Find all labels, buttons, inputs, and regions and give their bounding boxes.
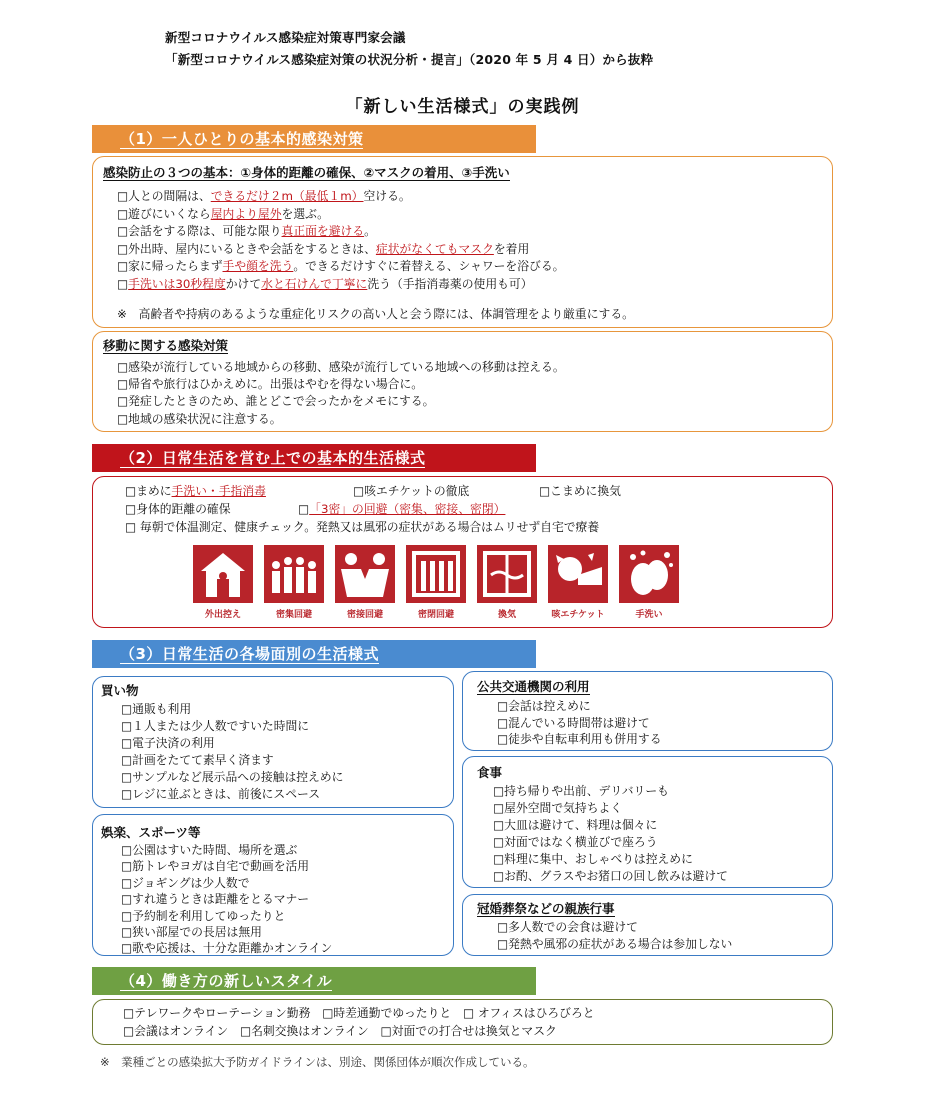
close-contact-icon: 密接回避 bbox=[335, 545, 395, 620]
list-item: □発熱や風邪の症状がある場合は参加しない bbox=[497, 937, 733, 951]
pictogram-row bbox=[193, 545, 679, 620]
list-item: □地域の感染状況に注意する。 bbox=[117, 411, 282, 426]
list-item: □混んでいる時間帯は避けて bbox=[497, 715, 650, 730]
list-item: □手洗いは30秒程度かけて水と石けんで丁寧に洗う（手指消毒薬の使用も可） bbox=[117, 276, 533, 291]
section4-bar: （4）働き方の新しいスタイル bbox=[92, 967, 536, 995]
list-item: □大皿は避けて、料理は個々に bbox=[493, 818, 658, 832]
list-item: □レジに並ぶときは、前後にスペース bbox=[121, 787, 321, 801]
ventilation-icon: 換気 bbox=[477, 545, 537, 620]
house-icon: 外出控え bbox=[193, 545, 253, 620]
list-item: □料理に集中、おしゃべりは控えめに bbox=[493, 852, 693, 866]
ceremonies-list bbox=[497, 919, 732, 953]
shopping-heading: 買い物 bbox=[101, 683, 139, 698]
work-style-box bbox=[92, 999, 833, 1045]
list-item: □１人または少人数ですいた時間に bbox=[121, 719, 310, 733]
list-item: □サンプルなど展示品への接触は控えめに bbox=[121, 770, 344, 784]
list-item: □外出時、屋内にいるときや会話をするときは、症状がなくてもマスクを着用 bbox=[117, 241, 530, 256]
ceremonies-heading: 冠婚葬祭などの親族行事 bbox=[477, 901, 615, 916]
leisure-box bbox=[92, 814, 454, 956]
list-item: □歌や応援は、十分な距離かオンライン bbox=[121, 941, 333, 956]
ceremonies-box bbox=[462, 894, 833, 956]
list-item: □ジョギングは少人数で bbox=[121, 875, 250, 890]
list-item: □人との間隔は、できるだけ２m（最低１m）空ける。 bbox=[117, 189, 411, 203]
list-item: □感染が流行している地域からの移動、感染が流行している地域への移動は控える。 bbox=[117, 360, 565, 374]
transit-heading: 公共交通機関の利用 bbox=[477, 679, 590, 694]
three-c-item: □「3密」の回避（密集、密接、密閉） bbox=[298, 502, 506, 516]
meals-heading: 食事 bbox=[477, 765, 503, 780]
movement-list bbox=[117, 359, 565, 428]
work-style-list bbox=[123, 1004, 595, 1040]
page-title: 「新しい生活様式」の実践例 bbox=[345, 97, 580, 117]
basics-list bbox=[117, 188, 564, 294]
basics-box bbox=[92, 156, 833, 328]
list-item: □公園はすいた時間、場所を選ぶ bbox=[121, 843, 298, 857]
leisure-list bbox=[121, 842, 332, 957]
transit-box bbox=[462, 671, 833, 751]
ventilation-item: □こまめに換気 bbox=[539, 484, 621, 498]
shopping-list bbox=[121, 701, 343, 803]
source-citation: 「新型コロナウイルス感染症対策の状況分析・提言」（2020 年 5 月 4 日）から抜粋 bbox=[165, 52, 654, 67]
shopping-box bbox=[92, 676, 454, 808]
section2-bar: （2）日常生活を営む上での基本的生活様式 bbox=[92, 444, 536, 472]
list-item: □対面ではなく横並びで座ろう bbox=[493, 835, 658, 849]
section1-bar: （1）一人ひとりの基本的感染対策 bbox=[92, 125, 536, 153]
basics-heading: 感染防止の３つの基本：①身体的距離の確保、②マスクの着用、③手洗い bbox=[103, 165, 510, 180]
health-check-item: □ 毎朝で体温測定、健康チェック。発熱又は風邪の症状がある場合はムリせず自宅で療養 bbox=[125, 520, 600, 534]
list-item: □テレワークやローテーション勤務 □時差通勤でゆったりと □ オフィスはひろびろと bbox=[123, 1006, 595, 1020]
list-item: □通販も利用 bbox=[121, 702, 192, 716]
distance-item: □身体的距離の確保 bbox=[125, 502, 231, 516]
daily-row1: □まめに手洗い・手指消毒 bbox=[125, 484, 266, 498]
daily-box bbox=[92, 476, 833, 628]
closed-room-icon: 密閉回避 bbox=[406, 545, 466, 620]
cough-etiquette-item: □咳エチケットの徹底 bbox=[353, 484, 470, 498]
list-item: □予約制を利用してゆったりと bbox=[121, 908, 286, 923]
meals-list bbox=[493, 783, 728, 885]
list-item: □すれ違うときは距離をとるマナー bbox=[121, 892, 310, 907]
list-item: □多人数での会食は避けて bbox=[497, 920, 638, 934]
list-item: □遊びにいくなら屋内より屋外を選ぶ。 bbox=[117, 206, 329, 221]
movement-heading: 移動に関する感染対策 bbox=[103, 338, 229, 353]
list-item: □狭い部屋での長居は無用 bbox=[121, 925, 262, 940]
list-item: □徒歩や自転車利用も併用する bbox=[497, 732, 662, 746]
cough-icon: 咳エチケット bbox=[548, 545, 608, 620]
list-item: □会話をする際は、可能な限り真正面を避ける。 bbox=[117, 224, 376, 239]
footnote: ※ 業種ごとの感染拡大予防ガイドラインは、別途、関係団体が順次作成している。 bbox=[100, 1055, 535, 1069]
crowd-icon: 密集回避 bbox=[264, 545, 324, 620]
list-item: □帰省や旅行はひかえめに。出張はやむを得ない場合に。 bbox=[117, 377, 424, 392]
list-item: □お酌、グラスやお猪口の回し飲みは避けて bbox=[493, 869, 728, 883]
list-item: □電子決済の利用 bbox=[121, 736, 215, 750]
source-committee: 新型コロナウイルス感染症対策専門家会議 bbox=[165, 30, 406, 45]
meals-box bbox=[462, 756, 833, 888]
leisure-heading: 娯楽、スポーツ等 bbox=[101, 825, 201, 840]
list-item: □筋トレやヨガは自宅で動画を活用 bbox=[121, 859, 310, 874]
movement-box bbox=[92, 331, 833, 432]
basics-note: ※ 高齢者や持病のあるような重症化リスクの高い人と会う際には、体調管理をより厳重にする。 bbox=[117, 307, 634, 321]
list-item: □屋外空間で気持ちよく bbox=[493, 801, 623, 815]
transit-list bbox=[497, 698, 662, 748]
list-item: □会議はオンライン □名刺交換はオンライン □対面での打合せは換気とマスク bbox=[123, 1024, 557, 1038]
list-item: □計画をたてて素早く済ます bbox=[121, 753, 274, 767]
list-item: □会話は控えめに bbox=[497, 699, 591, 713]
list-item: □持ち帰りや出前、デリバリーも bbox=[493, 784, 669, 798]
list-item: □発症したときのため、誰とどこで会ったかをメモにする。 bbox=[117, 394, 435, 409]
handwash-icon: 手洗い bbox=[619, 545, 679, 620]
list-item: □家に帰ったらまず手や顔を洗う。できるだけすぐに着替える、シャワーを浴びる。 bbox=[117, 259, 565, 274]
section3-bar: （3）日常生活の各場面別の生活様式 bbox=[92, 640, 536, 668]
